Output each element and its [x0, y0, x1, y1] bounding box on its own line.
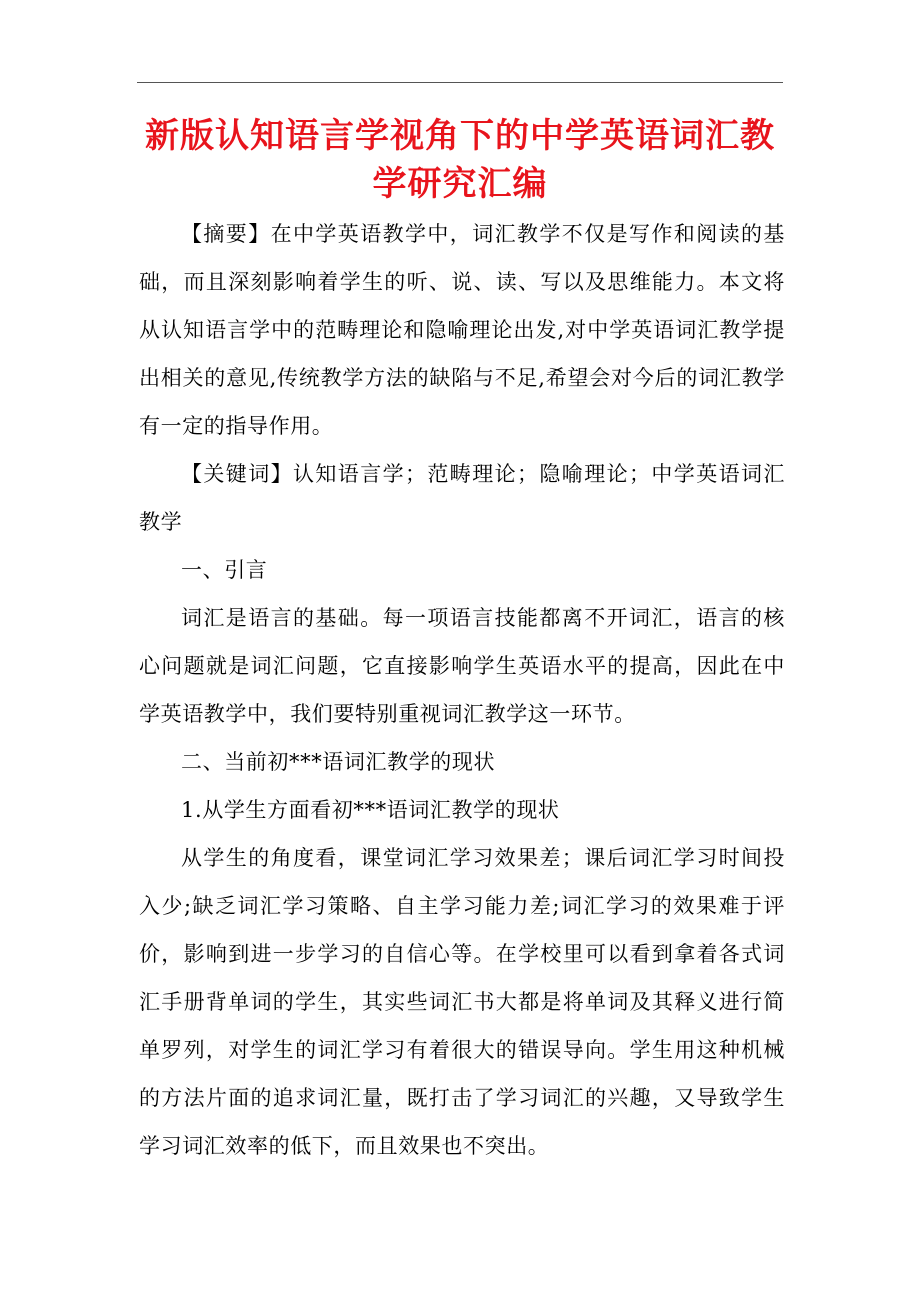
header-rule [137, 82, 783, 83]
subsection-heading-students: 1.从学生方面看初***语词汇教学的现状 [181, 798, 560, 822]
title-line-1: 新版认知语言学视角下的中学英语词汇教 [145, 116, 775, 156]
students-paragraph: 从学生的角度看，课堂词汇学习效果差；课后词汇学习时间投入少;缺乏词汇学习策略、自主学习能力差;词汇学习的效果难于评价，影响到进一步学习的自信心等。在学校里可以看到拿着各式词汇手册背单词的学生，其实些词汇书大都是将单词及其释义进行简单罗列，对学生的词汇学习有着很大的错误导向。学生用这种机械的方法片面的追求词汇量，既打击了学习词汇的兴趣，又导致学生学习词汇效率的低下，而且效果也不突出。 [139, 846, 785, 1158]
document-title [137, 112, 783, 208]
document-body [139, 210, 785, 1170]
section-heading-current-status: 二、当前初***语词汇教学的现状 [181, 750, 496, 774]
title-line-2: 学研究汇编 [372, 164, 548, 204]
section-heading-introduction: 一、引言 [181, 558, 268, 582]
abstract-paragraph: 【摘要】在中学英语教学中，词汇教学不仅是写作和阅读的基础，而且深刻影响着学生的听、说、读、写以及思维能力。本文将从认知语言学中的范畴理论和隐喻理论出发,对中学英语词汇教学提出相关的意见,传统教学方法的缺陷与不足,希望会对今后的词汇教学有一定的指导作用。 [139, 222, 785, 438]
keywords-paragraph: 【关键词】认知语言学；范畴理论；隐喻理论；中学英语词汇教学 [139, 462, 785, 534]
introduction-paragraph: 词汇是语言的基础。每一项语言技能都离不开词汇，语言的核心问题就是词汇问题，它直接影响学生英语水平的提高，因此在中学英语教学中，我们要特别重视词汇教学这一环节。 [139, 606, 785, 726]
